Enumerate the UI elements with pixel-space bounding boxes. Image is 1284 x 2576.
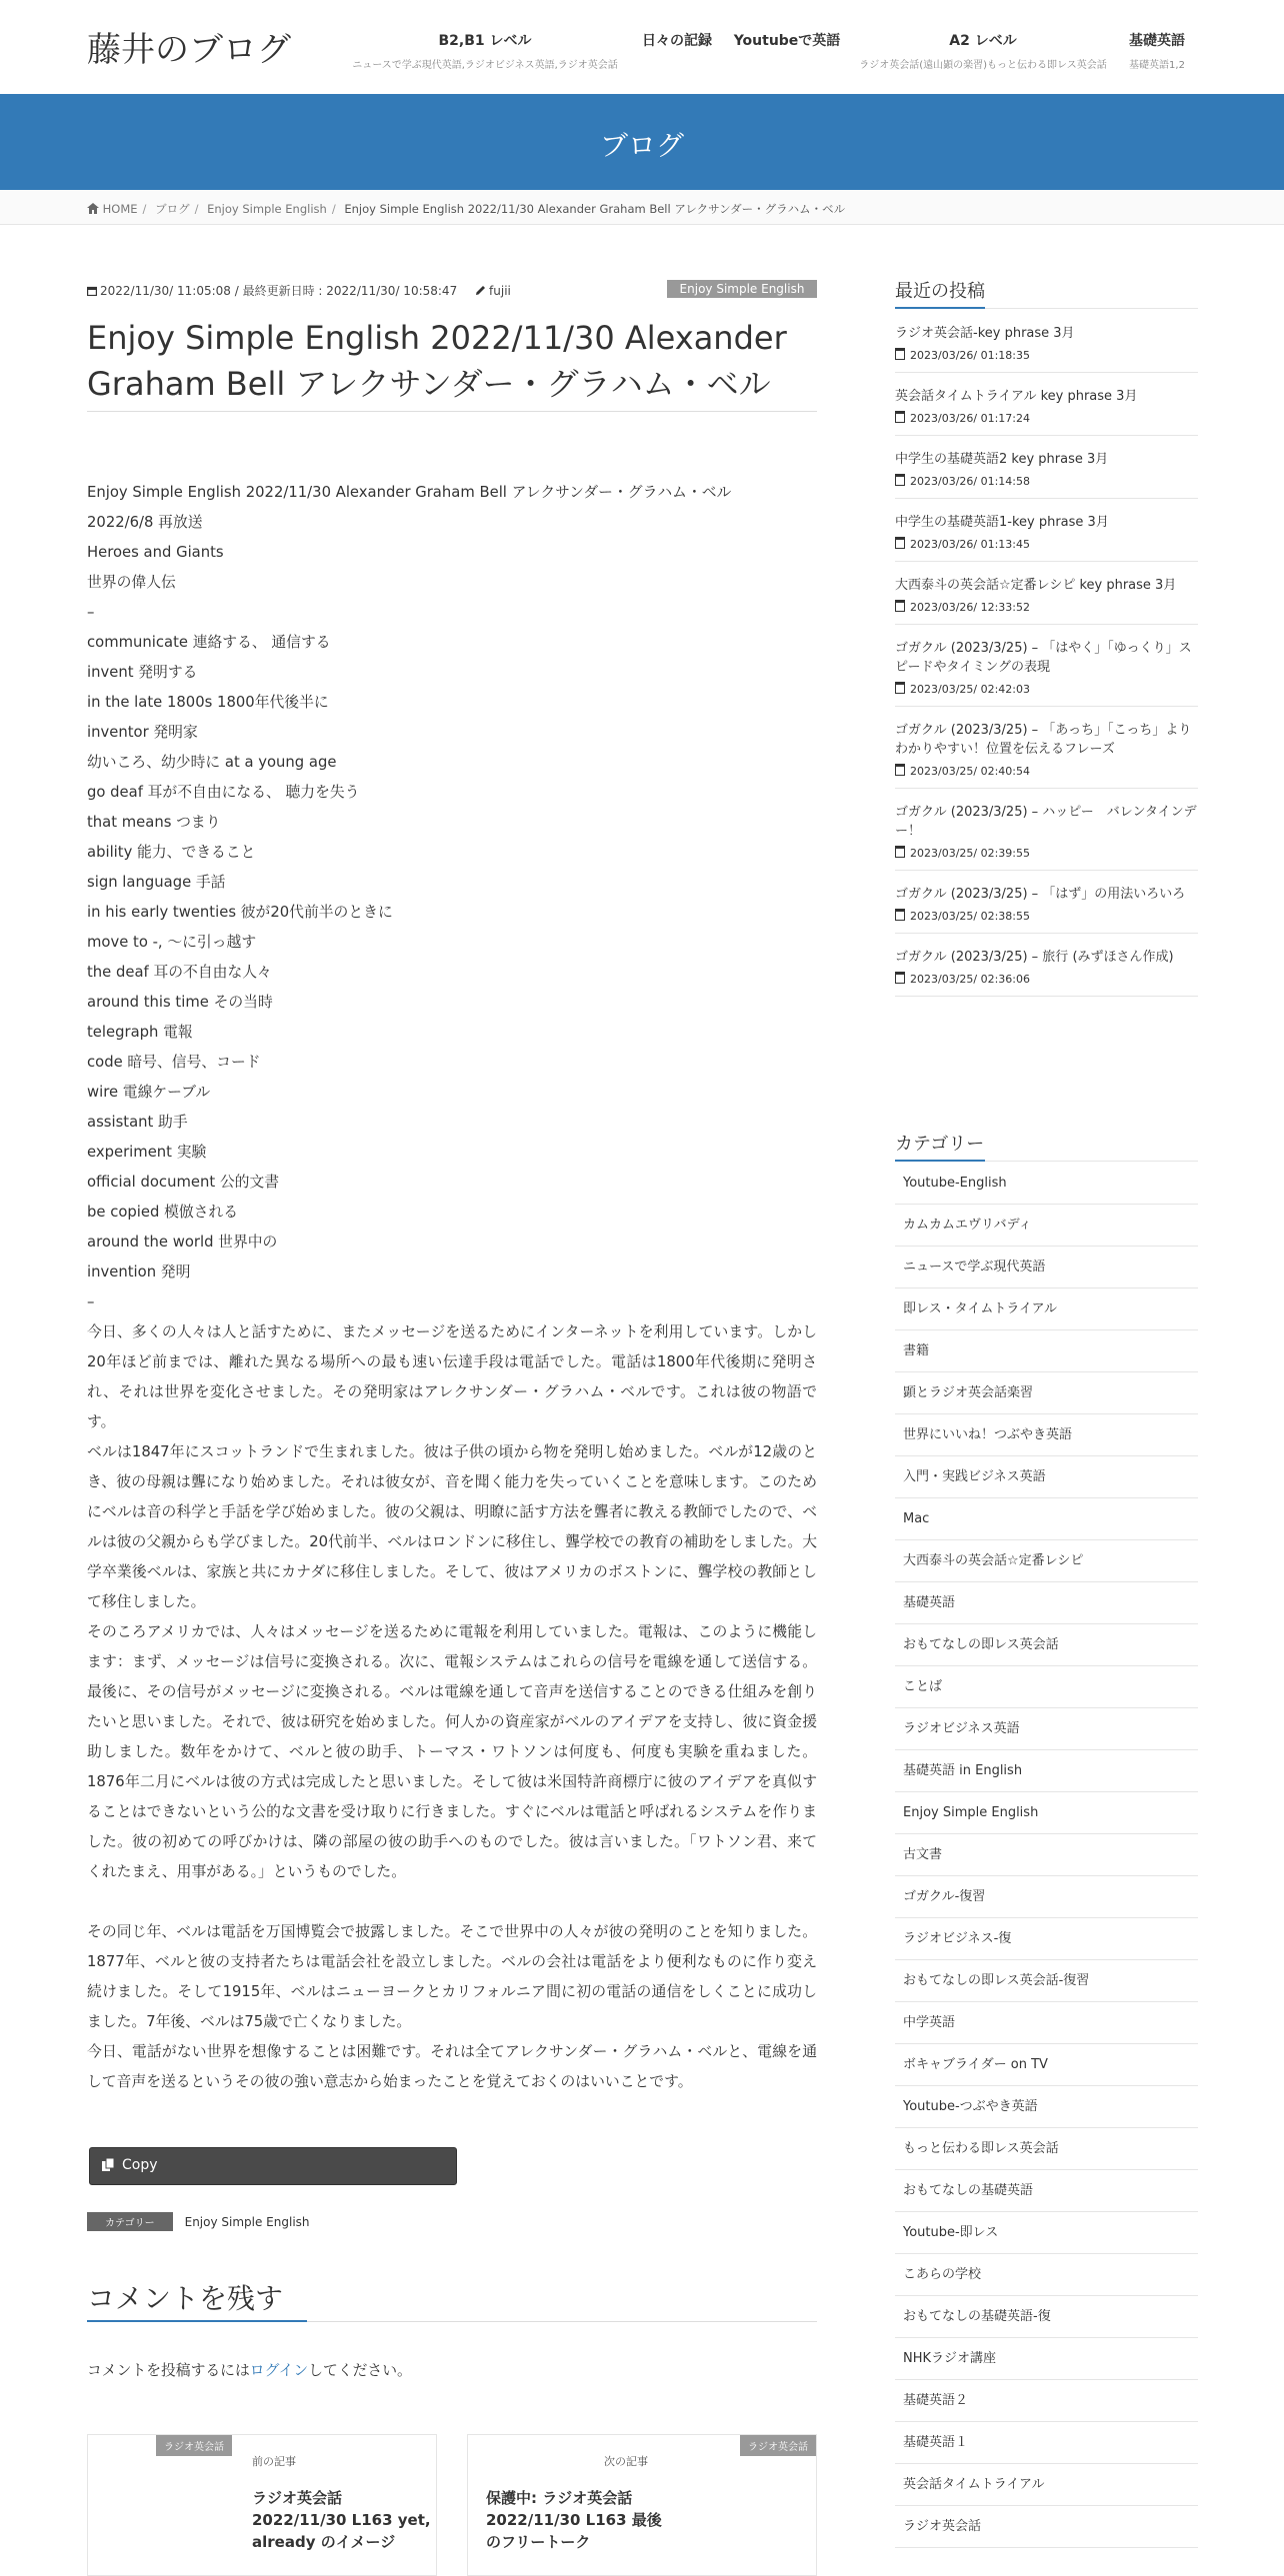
recent-post-item[interactable]: ゴガクル (2023/3/25) – 「はず」の用法いろいろ 2023/03/25/ 02:38:55 xyxy=(895,871,1198,934)
site-header xyxy=(0,0,1284,94)
entry-paragraph: 今日、多くの人々は人と話すために、またメッセージを送るためにインターネットを利用しています。しかし20年ほど前までは、離れた異なる場所への最も速い伝達手段は電話でした。電話は1800年代後期に発明され、それは世界を変化させました。その発明家はアレクサンダー・グラハム・ベルです。これは彼の物語です。 xyxy=(87,1323,817,1430)
category-item[interactable]: おもてなしの即レス英会話-復習 xyxy=(895,1960,1198,2002)
recent-post-item[interactable]: 中学生の基礎英語1-key phrase 3月 2023/03/26/ 01:13:45 xyxy=(895,499,1198,562)
category-item[interactable]: Enjoy Simple English xyxy=(895,1792,1198,1834)
category-item[interactable]: Youtube-即レス xyxy=(895,2212,1198,2254)
recent-post-item[interactable]: ゴガクル (2023/3/25) – 「あっち」「こっち」よりわかりやすい！位置を伝えるフレーズ 2023/03/25/ 02:40:54 xyxy=(895,707,1198,789)
entry-line: in the late 1800s 1800年代後半に xyxy=(87,694,329,711)
prev-post-title: ラジオ英会話 2022/11/30 L163 yet, already のイメージ xyxy=(252,2489,431,2551)
calendar-icon xyxy=(895,764,905,776)
nav-item-label: 日々の記録 xyxy=(642,33,712,49)
nav-item-sub: 基礎英語1,2 xyxy=(1129,60,1185,71)
entry-line: – xyxy=(87,1293,95,1310)
category-item[interactable]: ラジオビジネス英語 xyxy=(895,1708,1198,1750)
recent-post-item[interactable]: ゴガクル (2023/3/25) – ハッピー バレンタインデー！ 2023/03/25/ 02:39:55 xyxy=(895,789,1198,871)
recent-post-item[interactable]: ゴガクル (2023/3/25) – 旅行 (みずほさん作成) 2023/03/25/ 02:36:06 xyxy=(895,934,1198,997)
calendar-icon xyxy=(895,909,905,921)
prev-post-tag: ラジオ英会話 xyxy=(156,2435,232,2456)
entry-line: experiment 実験 xyxy=(87,1144,207,1161)
entry-line: Heroes and Giants xyxy=(87,544,224,561)
next-post-tag: ラジオ英会話 xyxy=(740,2435,816,2456)
calendar-icon xyxy=(895,600,905,612)
category-item[interactable]: 基礎英語 xyxy=(895,1582,1198,1624)
comment-divider-accent xyxy=(87,2320,307,2322)
entry-line: 幼いころ、幼少時に at a young age xyxy=(87,754,337,771)
category-item[interactable]: 顕とラジオ英会話楽習 xyxy=(895,1372,1198,1414)
nav-diary[interactable] xyxy=(632,30,722,50)
entry-paragraph: そのころアメリカでは、人々はメッセージを送るために電報を利用していました。電報は、このように機能します：まず、メッセージは信号に変換される。次に、電報システムはこれらの信号を電線を通して送信する。最後に、その信号がメッセージに変換される。ベルは電線を通して音声を送信することのできる仕組みを創りたいと思いました。それで、彼は研究を始めました。何人かの資産家がベルのアイデアを支持し、彼に資金援助しました。数年をかけて、ベルと彼の助手、トーマス・ワトソンは何度も、何度も実験を重ねました。1876年二月にベルは彼の方式は完成したと思いました。そして彼は米国特許商標庁に彼のアイデアを真似することはできないという公的な文書を受け取りに行きました。すぐにベルは電話と呼ばれるシステムを作りました。彼の初めての呼びかけは、隣の部屋の彼の助手へのものでした。彼は言いました。「ワトソン君、来てくれたまえ、用事がある。」というものでした。 xyxy=(87,1623,817,1880)
nav-youtube[interactable] xyxy=(733,30,841,50)
pencil-icon xyxy=(475,285,486,296)
breadcrumb-current: Enjoy Simple English 2022/11/30 Alexander Graham Bell アレクサンダー・グラハム・ベル xyxy=(344,202,846,216)
site-title[interactable]: 藤井のブログ xyxy=(87,30,291,70)
nav-item-sub: ラジオ英会話(遠山顕の楽習)もっと伝わる即レス英会話 xyxy=(859,60,1107,71)
entry-line: go deaf 耳が不自由になる、 聴力を失う xyxy=(87,784,360,801)
category-item[interactable]: 基礎英語２ xyxy=(895,2380,1198,2422)
category-item[interactable]: 英会話タイムトライアル xyxy=(895,2464,1198,2506)
entry-line: official document 公的文書 xyxy=(87,1174,280,1191)
next-post-card[interactable] xyxy=(467,2434,817,2576)
entry-category-badge[interactable]: Enjoy Simple English xyxy=(667,280,817,298)
page-header-title: ブログ xyxy=(599,129,684,162)
recent-post-item[interactable]: 中学生の基礎英語2 key phrase 3月 2023/03/26/ 01:14:58 xyxy=(895,436,1198,499)
calendar-icon xyxy=(895,846,905,858)
entry-line: 2022/6/8 再放送 xyxy=(87,514,203,531)
recent-posts-heading: 最近の投稿 xyxy=(895,281,985,302)
entry-line: communicate 連絡する、 通信する xyxy=(87,634,331,651)
copy-icon xyxy=(102,2158,114,2172)
entry-paragraph: ベルは1847年にスコットランドで生まれました。彼は子供の頃から物を発明し始めました。ベルが12歳のとき、彼の母親は聾になり始めました。それは彼女が、音を聞く能力を失っていくことを意味します。このためにベルは音の科学と手話を学び始めました。彼の父親は、明瞭に話す方法を聾者に教える教師でしたので、ベルは彼の父親からも学びました。20代前半、ベルはロンドンに移住し、聾学校での教育の補助をしました。大学卒業後ベルは、家族と共にカナダに移住しました。そして、彼はアメリカのボストンに、聾学校の教師として移住しました。 xyxy=(87,1443,817,1610)
taxonomy-key: カテゴリー xyxy=(87,2212,173,2231)
recent-post-item[interactable]: 英会話タイムトライアル key phrase 3月 2023/03/26/ 01:17:24 xyxy=(895,373,1198,436)
category-item[interactable]: 古文書 xyxy=(895,1834,1198,1876)
recent-posts-divider-accent xyxy=(895,307,985,309)
nav-item-label: B2,B1 レベル xyxy=(438,33,532,49)
category-item[interactable]: 基礎英語 in English xyxy=(895,1750,1198,1792)
next-post-label: 次の記事 xyxy=(604,2455,648,2468)
category-item[interactable]: ラジオ英会話 xyxy=(895,2506,1198,2548)
category-item[interactable]: ラジオビジネス-復 xyxy=(895,1918,1198,1960)
entry-line: in his early twenties 彼が20代前半のときに xyxy=(87,904,393,921)
entry-vocab-list xyxy=(87,478,817,1317)
category-item[interactable]: おもてなしの即レス英会話 xyxy=(895,1624,1198,1666)
comment-title: コメントを残す xyxy=(87,2282,284,2315)
breadcrumb-blog[interactable]: ブログ xyxy=(155,202,190,216)
category-item[interactable]: 中学英語 xyxy=(895,2002,1198,2044)
entry-line: invent 発明する xyxy=(87,664,198,681)
category-item[interactable]: もっと伝わる即レス英会話 xyxy=(895,2128,1198,2170)
prev-post-card[interactable] xyxy=(87,2434,437,2576)
entry-line: ability 能力、できること xyxy=(87,844,256,861)
recent-post-item[interactable]: ゴガクル (2023/3/25) – 「はやく」「ゆっくり」スピードやタイミングの表現 2023/03/25/ 02:42:03 xyxy=(895,625,1198,707)
comment-note: コメントを投稿するにはログインしてください。 xyxy=(87,2362,412,2379)
copy-button-label: Copy xyxy=(122,2157,158,2173)
entry-line: invention 発明 xyxy=(87,1264,191,1281)
categories-divider-accent xyxy=(895,1160,985,1162)
entry-line: telegraph 電報 xyxy=(87,1024,193,1041)
home-icon xyxy=(87,203,99,214)
category-item[interactable]: ニュースで学ぶ現代英語 xyxy=(895,1247,1198,1288)
category-item[interactable]: こあらの学校 xyxy=(895,2254,1198,2296)
nav-item-label: Youtubeで英語 xyxy=(733,33,841,49)
category-item[interactable]: 書籍 xyxy=(895,1330,1198,1372)
category-item[interactable]: Youtube-つぶやき英語 xyxy=(895,2086,1198,2128)
page-header-band xyxy=(0,94,1284,190)
category-item[interactable]: ボキャブライダー on TV xyxy=(895,2044,1198,2086)
nav-a2[interactable] xyxy=(858,30,1108,71)
entry-date: 2022/11/30/ 11:05:08 xyxy=(100,284,231,298)
category-item[interactable]: 世界にいいね！つぶやき英語 xyxy=(895,1414,1198,1456)
nav-item-label: A2 レベル xyxy=(949,33,1017,49)
entry-paragraph: 今日、電話がない世界を想像することは困難です。それは全てアレクサンダー・グラハム・ベルと、電線を通して音声を送るというその彼の強い意志から始まったことを覚えておくのはいいことです。 xyxy=(87,2043,817,2090)
entry-taxonomy xyxy=(87,2212,310,2231)
category-item[interactable]: おもてなしの基礎英語-復 xyxy=(895,2296,1198,2338)
category-item[interactable]: 基礎英語１ xyxy=(895,2422,1198,2464)
category-item[interactable]: おもてなしの基礎英語 xyxy=(895,2170,1198,2212)
recent-post-item[interactable]: 大西泰斗の英会話☆定番レシピ key phrase 3月 2023/03/26/ 12:33:52 xyxy=(895,562,1198,625)
categories-list xyxy=(895,1163,1198,2548)
entry-updated: 最終更新日時 : 2022/11/30/ 10:58:47 xyxy=(242,284,458,298)
calendar-icon xyxy=(895,411,905,423)
entry-paragraph: その同じ年、ベルは電話を万国博覧会で披露しました。そこで世界中の人々が彼の発明のことを知りました。1877年、ベルと彼の支持者たちは電話会社を設立しました。ベルの会社は電話をより便利なものに作り変え続けました。そして1915年、ベルはニューヨークとカリフォルニア間に初の電話の通信をしくことに成功しました。7年後、ベルは75歳で亡くなりました。 xyxy=(87,1923,817,2030)
entry-line: around this time その当時 xyxy=(87,994,273,1011)
title-divider xyxy=(87,411,817,412)
category-item[interactable]: 即レス・タイムトライアル xyxy=(895,1288,1198,1330)
category-item[interactable]: 入門・実践ビジネス英語 xyxy=(895,1456,1198,1498)
category-item[interactable]: ゴガクル-復習 xyxy=(895,1876,1198,1918)
entry-line: code 暗号、信号、コード xyxy=(87,1054,261,1071)
copy-button[interactable] xyxy=(89,2147,457,2185)
breadcrumb: HOME / ブログ / Enjoy Simple English / Enjoy Simple English 2022/11/30 Alexander Graham Bell アレクサンダー・グラハム・ベル xyxy=(0,190,1284,225)
next-post-title: 保護中: ラジオ英会話 2022/11/30 L163 最後のフリートーク xyxy=(486,2489,662,2551)
entry-line: around the world 世界中の xyxy=(87,1234,278,1251)
entry-line: Enjoy Simple English 2022/11/30 Alexander Graham Bell アレクサンダー・グラハム・ベル xyxy=(87,484,732,501)
nav-item-sub: ニュースで学ぶ現代英語,ラジオビジネス英語,ラジオ英会話 xyxy=(352,60,618,71)
category-item[interactable]: カムカムエヴリバディ xyxy=(895,1205,1198,1247)
nav-item-label: 基礎英語 xyxy=(1129,33,1185,49)
nav-kiso[interactable] xyxy=(1119,30,1195,71)
category-item[interactable]: Mac xyxy=(895,1498,1198,1540)
calendar-icon xyxy=(87,286,97,296)
calendar-icon xyxy=(895,682,905,694)
login-link[interactable]: ログイン xyxy=(249,2362,309,2379)
recent-posts-list xyxy=(895,310,1198,997)
categories-heading: カテゴリー xyxy=(895,1134,985,1155)
entry-line: the deaf 耳の不自由な人々 xyxy=(87,964,272,981)
category-item[interactable]: 大西泰斗の英会話☆定番レシピ xyxy=(895,1540,1198,1582)
category-item[interactable]: NHKラジオ講座 xyxy=(895,2338,1198,2380)
entry-line: wire 電線ケーブル xyxy=(87,1084,211,1101)
entry-title: Enjoy Simple English 2022/11/30 Alexander Graham Bell アレクサンダー・グラハム・ベル xyxy=(87,319,787,403)
entry-line: inventor 発明家 xyxy=(87,724,198,741)
prev-post-label: 前の記事 xyxy=(252,2455,296,2468)
entry-line: assistant 助手 xyxy=(87,1114,188,1131)
entry-line: sign language 手話 xyxy=(87,874,226,891)
category-item[interactable]: Youtube-English xyxy=(895,1163,1198,1205)
entry-line: – xyxy=(87,604,95,621)
calendar-icon xyxy=(895,972,905,984)
entry-line: that means つまり xyxy=(87,814,221,831)
entry-line: be copied 模倣される xyxy=(87,1204,239,1221)
breadcrumb-home[interactable]: HOME xyxy=(102,202,138,216)
calendar-icon xyxy=(895,537,905,549)
nav-b2b1[interactable] xyxy=(350,30,620,71)
calendar-icon xyxy=(895,474,905,486)
entry-line: 世界の偉人伝 xyxy=(87,574,176,591)
calendar-icon xyxy=(895,348,905,360)
breadcrumb-category[interactable]: Enjoy Simple English xyxy=(207,202,327,216)
category-item[interactable]: ことば xyxy=(895,1666,1198,1708)
entry-line: move to -, 〜に引っ越す xyxy=(87,934,257,951)
recent-post-item[interactable]: ラジオ英会話-key phrase 3月 2023/03/26/ 01:18:35 xyxy=(895,310,1198,373)
entry-meta: 2022/11/30/ 11:05:08 / 最終更新日時 : 2022/11/30/ 10:58:47 fujii xyxy=(87,282,511,299)
taxonomy-value[interactable]: Enjoy Simple English xyxy=(184,2215,310,2229)
entry-author[interactable]: fujii xyxy=(489,284,511,298)
